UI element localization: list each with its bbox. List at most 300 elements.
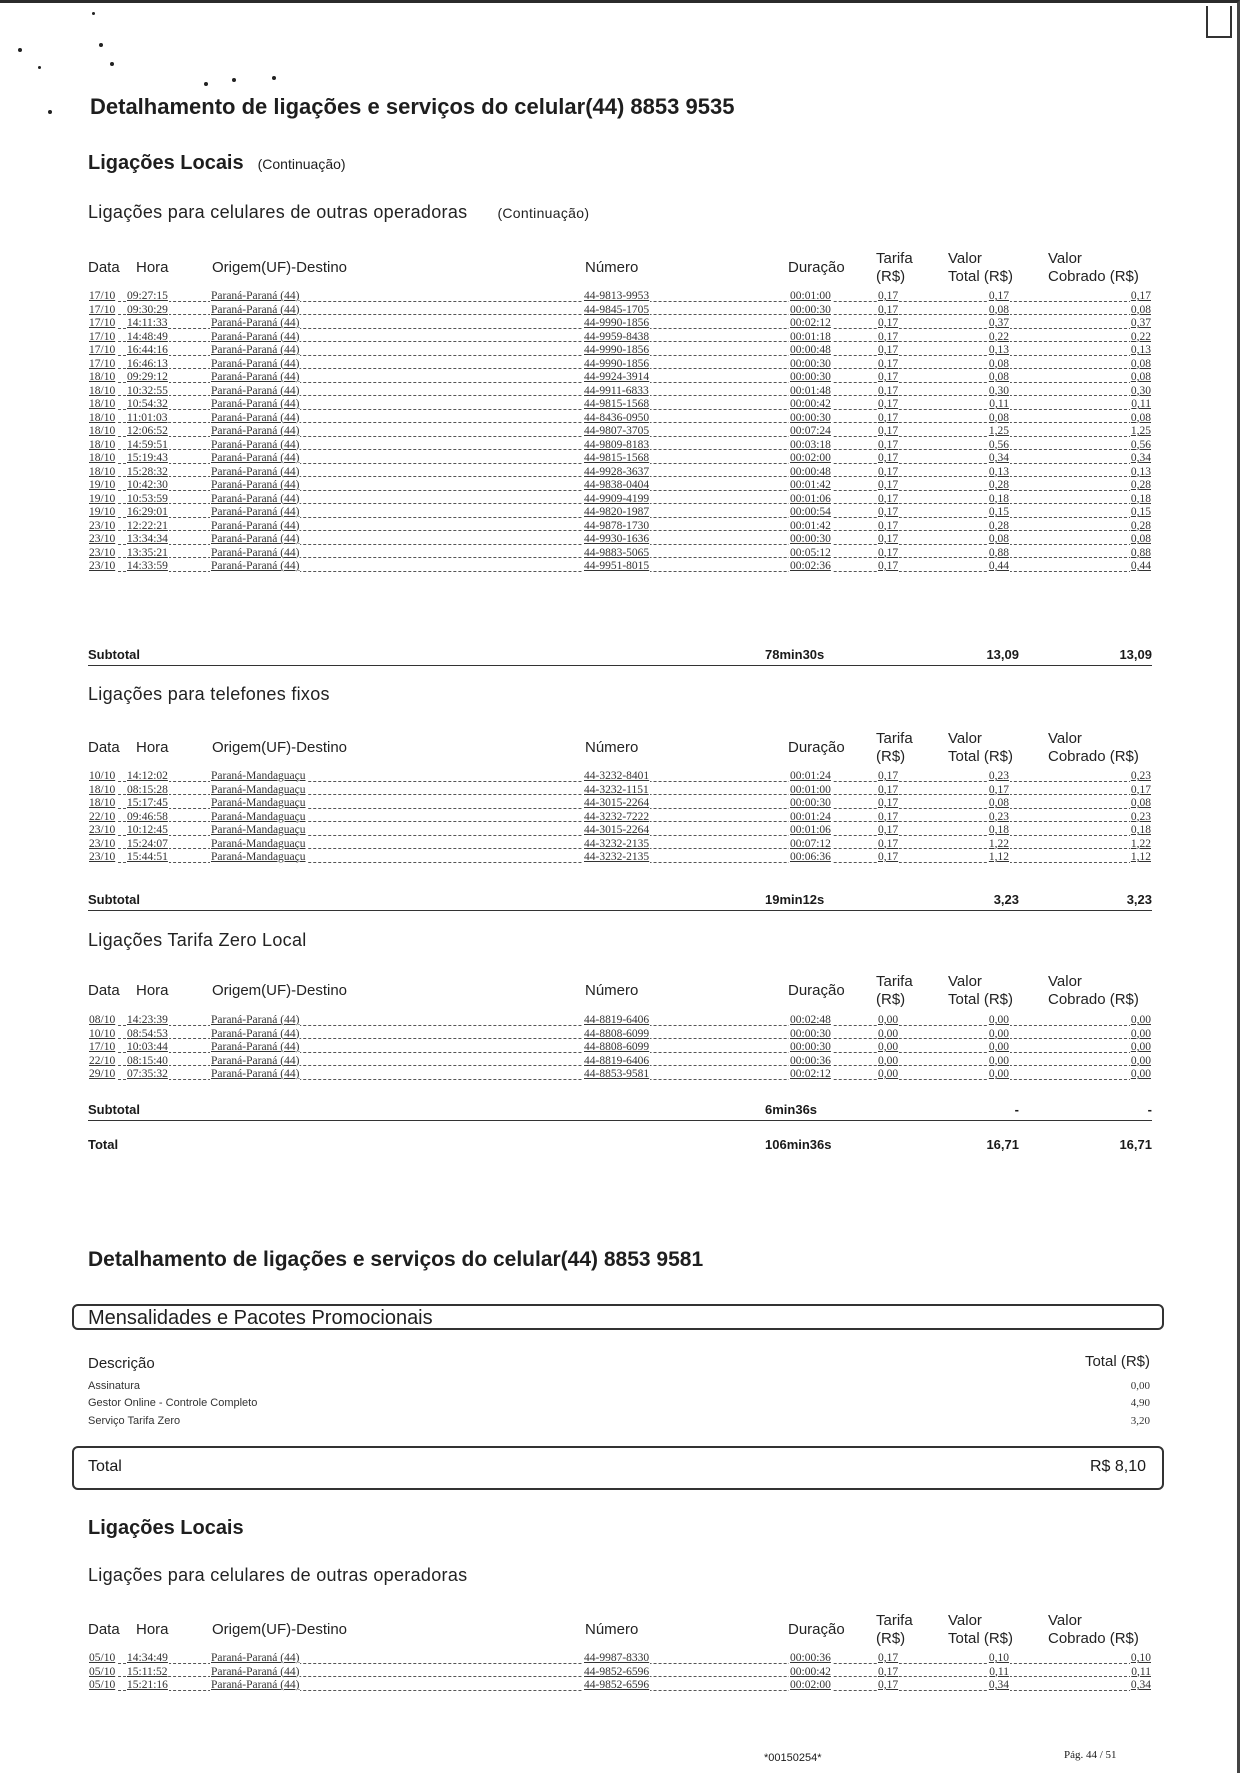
call-duration: 00:02:36 [790, 560, 831, 572]
call-charged: 0,13 [1130, 465, 1151, 478]
call-rate: 0,00 [878, 1027, 899, 1040]
call-date: 19/10 [89, 506, 116, 518]
call-charged: 1,25 [1130, 425, 1151, 437]
table-row [88, 452, 1152, 466]
total-header: Total (R$) [1084, 1353, 1150, 1370]
scan-speck [99, 43, 103, 47]
call-total: 1,22 [988, 837, 1009, 850]
call-rate: 0,17 [878, 452, 899, 464]
call-time: 09:27:15 [127, 290, 168, 302]
table-row [88, 1068, 1152, 1082]
call-destination: Paraná-Paraná (44) [211, 1041, 300, 1053]
call-rate: 0,17 [878, 330, 899, 343]
call-destination: Paraná-Paraná (44) [211, 506, 300, 518]
call-duration: 00:02:12 [790, 317, 831, 329]
call-charged: 0,08 [1130, 303, 1151, 316]
call-charged: 0,28 [1130, 479, 1151, 491]
col-numero: Número [585, 982, 639, 999]
fee-item-value: 3,20 [1130, 1415, 1150, 1427]
call-total: 0,00 [988, 1054, 1009, 1067]
call-charged: 0,30 [1130, 384, 1151, 397]
call-rate: 0,17 [878, 438, 899, 451]
call-duration: 00:02:12 [790, 1068, 831, 1080]
table-title-text: Ligações para celulares de outras operadoras [88, 202, 468, 222]
call-rate: 0,17 [878, 465, 899, 478]
call-rate: 0,00 [878, 1014, 899, 1026]
fee-item-value: 0,00 [1130, 1380, 1150, 1392]
call-duration: 00:00:54 [790, 506, 831, 518]
call-date: 17/10 [89, 330, 116, 343]
section-title-locais [88, 152, 346, 175]
table-row [88, 1652, 1152, 1666]
call-duration: 00:00:48 [790, 465, 831, 478]
call-charged: 0,88 [1130, 546, 1151, 559]
call-destination: Paraná-Paraná (44) [211, 398, 300, 410]
call-date: 17/10 [89, 357, 116, 370]
call-number: 44-3232-8401 [584, 770, 650, 782]
table-row [88, 371, 1152, 385]
table-row [88, 425, 1152, 439]
call-charged: 0,22 [1130, 330, 1151, 343]
table-row [88, 466, 1152, 480]
call-charged: 0,34 [1130, 1679, 1151, 1691]
call-date: 23/10 [89, 546, 116, 559]
call-date: 05/10 [89, 1652, 116, 1664]
call-date: 18/10 [89, 371, 116, 383]
call-destination: Paraná-Paraná (44) [211, 546, 300, 559]
call-duration: 00:00:30 [790, 797, 831, 809]
call-charged: 0,56 [1130, 438, 1151, 451]
call-date: 23/10 [89, 851, 116, 863]
call-time: 14:11:33 [127, 317, 168, 329]
grand-total-duration: 106min36s [765, 1137, 832, 1152]
col-data: Data [88, 739, 120, 756]
call-number: 44-9813-9953 [584, 290, 650, 302]
call-destination: Paraná-Mandaguaçu [211, 824, 306, 836]
table-row [88, 385, 1152, 399]
call-total: 0,18 [988, 492, 1009, 505]
call-number: 44-8808-6099 [584, 1027, 650, 1040]
call-rate: 0,17 [878, 384, 899, 397]
call-total: 0,56 [988, 438, 1009, 451]
call-total: 0,00 [988, 1027, 1009, 1040]
call-rate: 0,17 [878, 824, 899, 836]
call-number: 44-9883-5065 [584, 546, 650, 559]
call-number: 44-3015-2264 [584, 824, 650, 836]
call-charged: 0,23 [1130, 810, 1151, 823]
subtotal-label: Subtotal [88, 647, 140, 662]
call-charged: 0,44 [1130, 560, 1151, 572]
call-destination: Paraná-Paraná (44) [211, 1054, 300, 1067]
col-origem: Origem(UF)-Destino [212, 1621, 348, 1638]
call-charged: 0,08 [1130, 371, 1151, 383]
call-date: 23/10 [89, 519, 116, 532]
table-row [88, 838, 1152, 852]
table-title-fixos: Ligações para telefones fixos [88, 684, 330, 704]
call-rate: 0,17 [878, 492, 899, 505]
call-date: 18/10 [89, 425, 116, 437]
subtotal-value: 3,23 [993, 892, 1019, 907]
table-row [88, 317, 1152, 331]
subtotal-label: Subtotal [88, 1102, 140, 1117]
call-destination: Paraná-Paraná (44) [211, 290, 300, 302]
continuation-label: (Continuação) [497, 205, 590, 221]
call-destination: Paraná-Paraná (44) [211, 1679, 300, 1691]
call-total: 0,00 [988, 1041, 1009, 1053]
call-duration: 00:00:48 [790, 344, 831, 356]
call-time: 10:03:44 [127, 1041, 168, 1053]
call-charged: 0,13 [1130, 344, 1151, 356]
call-charged: 0,11 [1131, 1665, 1151, 1678]
section-title-text: Ligações Locais [88, 152, 244, 174]
call-date: 18/10 [89, 438, 116, 451]
call-rate: 0,17 [878, 344, 899, 356]
call-destination: Paraná-Paraná (44) [211, 330, 300, 343]
call-total: 0,08 [988, 411, 1009, 424]
table-row [88, 770, 1152, 784]
call-rate: 0,17 [878, 851, 899, 863]
call-destination: Paraná-Paraná (44) [211, 357, 300, 370]
calls-table-fixos [88, 770, 1152, 865]
call-rate: 0,17 [878, 533, 899, 545]
call-number: 44-9924-3914 [584, 371, 650, 383]
call-number: 44-8819-6406 [584, 1014, 650, 1026]
call-date: 29/10 [89, 1068, 116, 1080]
col-data: Data [88, 1621, 120, 1638]
table-row [88, 331, 1152, 345]
col-valor-total-unit: Total (R$) [948, 991, 1014, 1008]
col-hora: Hora [136, 982, 169, 999]
call-destination: Paraná-Mandaguaçu [211, 783, 306, 796]
call-date: 18/10 [89, 384, 116, 397]
col-tarifa: Tarifa [876, 973, 913, 990]
call-number: 44-3232-7222 [584, 810, 650, 823]
call-duration: 00:02:00 [790, 452, 831, 464]
call-date: 23/10 [89, 837, 116, 850]
call-date: 08/10 [89, 1014, 116, 1026]
call-rate: 0,00 [878, 1054, 899, 1067]
call-total: 0,08 [988, 357, 1009, 370]
col-valor-cobrado: Valor [1048, 250, 1082, 267]
subtotal-label: Subtotal [88, 892, 140, 907]
call-total: 0,00 [988, 1068, 1009, 1080]
call-total: 1,25 [988, 425, 1009, 437]
subtotal-duration: 6min36s [765, 1102, 818, 1117]
call-rate: 0,17 [878, 1679, 899, 1691]
subtotal-charged: 13,09 [1119, 647, 1152, 662]
col-tarifa-unit: (R$) [876, 1630, 906, 1647]
column-headers [88, 1612, 1152, 1652]
scan-speck [48, 110, 52, 114]
call-total: 0,30 [988, 384, 1009, 397]
call-duration: 00:01:42 [790, 519, 831, 532]
table-row [88, 1014, 1152, 1028]
call-number: 44-9990-1856 [584, 357, 650, 370]
call-duration: 00:01:24 [790, 810, 831, 823]
call-duration: 00:00:30 [790, 533, 831, 545]
call-destination: Paraná-Mandaguaçu [211, 797, 306, 809]
call-duration: 00:05:12 [790, 546, 831, 559]
table-row [88, 797, 1152, 811]
call-date: 18/10 [89, 411, 116, 424]
call-total: 0,37 [988, 317, 1009, 329]
call-total: 0,17 [988, 783, 1009, 796]
call-time: 13:34:34 [127, 533, 168, 545]
call-date: 19/10 [89, 492, 116, 505]
call-number: 44-3015-2264 [584, 797, 650, 809]
call-time: 10:53:59 [127, 492, 168, 505]
col-valor-cobrado: Valor [1048, 1612, 1082, 1629]
subtotal-row [88, 1100, 1152, 1121]
table-row [88, 824, 1152, 838]
call-number: 44-9815-1568 [584, 398, 650, 410]
corner-mark [1206, 6, 1232, 38]
page-title: Detalhamento de ligações e serviços do celular(44) 8853 9535 [90, 94, 735, 119]
call-date: 18/10 [89, 452, 116, 464]
call-destination: Paraná-Paraná (44) [211, 1014, 300, 1026]
col-valor-cobrado-unit: Cobrado (R$) [1048, 1630, 1139, 1647]
call-total: 0,08 [988, 797, 1009, 809]
call-rate: 0,00 [878, 1041, 899, 1053]
call-number: 44-9852-6596 [584, 1679, 650, 1691]
call-time: 08:15:28 [127, 783, 168, 796]
call-total: 0,11 [989, 1665, 1009, 1678]
call-time: 15:44:51 [127, 851, 168, 863]
call-date: 17/10 [89, 344, 116, 356]
mensalidades-heading: Mensalidades e Pacotes Promocionais [88, 1307, 433, 1329]
call-rate: 0,17 [878, 770, 899, 782]
grand-total-value: 16,71 [986, 1137, 1019, 1152]
call-charged: 0,08 [1130, 411, 1151, 424]
call-rate: 0,17 [878, 810, 899, 823]
call-destination: Paraná-Paraná (44) [211, 465, 300, 478]
call-number: 44-8808-6099 [584, 1041, 650, 1053]
scan-speck [272, 76, 276, 80]
col-hora: Hora [136, 739, 169, 756]
call-destination: Paraná-Paraná (44) [211, 425, 300, 437]
call-number: 44-9959-8438 [584, 330, 650, 343]
scan-speck [18, 48, 22, 52]
call-time: 14:33:59 [127, 560, 168, 572]
call-rate: 0,17 [878, 783, 899, 796]
call-time: 16:46:13 [127, 357, 168, 370]
call-number: 44-9930-1636 [584, 533, 650, 545]
call-number: 44-9911-6833 [584, 384, 649, 397]
subtotal-duration: 19min12s [765, 892, 825, 907]
call-total: 0,08 [988, 303, 1009, 316]
call-number: 44-9990-1856 [584, 344, 650, 356]
col-data: Data [88, 982, 120, 999]
call-rate: 0,17 [878, 357, 899, 370]
call-time: 08:15:40 [127, 1054, 168, 1067]
call-charged: 0,23 [1130, 770, 1151, 782]
call-number: 44-8819-6406 [584, 1054, 650, 1067]
call-time: 15:11:52 [127, 1665, 168, 1678]
call-time: 14:59:51 [127, 438, 168, 451]
call-number: 44-3232-1151 [584, 783, 649, 796]
table-row [88, 533, 1152, 547]
call-total: 0,28 [988, 479, 1009, 491]
call-number: 44-9815-1568 [584, 452, 650, 464]
call-total: 0,11 [989, 398, 1009, 410]
call-duration: 00:00:30 [790, 371, 831, 383]
call-rate: 0,17 [878, 560, 899, 572]
call-duration: 00:01:00 [790, 783, 831, 796]
call-time: 14:48:49 [127, 330, 168, 343]
table-row [88, 304, 1152, 318]
call-duration: 00:01:06 [790, 824, 831, 836]
col-valor-cobrado-unit: Cobrado (R$) [1048, 748, 1139, 765]
col-tarifa-unit: (R$) [876, 991, 906, 1008]
column-headers [88, 730, 1152, 770]
col-valor-cobrado-unit: Cobrado (R$) [1048, 268, 1139, 285]
col-duracao: Duração [788, 739, 845, 756]
call-time: 15:19:43 [127, 452, 168, 464]
col-valor-total-unit: Total (R$) [948, 1630, 1014, 1647]
section-title-locais-2: Ligações Locais [88, 1517, 244, 1539]
call-destination: Paraná-Mandaguaçu [211, 837, 306, 850]
table-title-celulares [88, 202, 589, 223]
call-rate: 0,17 [878, 317, 899, 329]
call-charged: 0,00 [1130, 1027, 1151, 1040]
col-numero: Número [585, 259, 639, 276]
col-data: Data [88, 259, 120, 276]
call-duration: 00:07:24 [790, 425, 831, 437]
subtotal-charged: - [1147, 1102, 1152, 1117]
call-rate: 0,17 [878, 411, 899, 424]
call-number: 44-9928-3637 [584, 465, 650, 478]
call-time: 12:06:52 [127, 425, 168, 437]
call-charged: 0,08 [1130, 357, 1151, 370]
call-number: 44-8436-0950 [584, 411, 650, 424]
call-destination: Paraná-Paraná (44) [211, 438, 300, 451]
call-destination: Paraná-Paraná (44) [211, 1665, 300, 1678]
call-destination: Paraná-Mandaguaçu [211, 770, 306, 782]
call-charged: 0,00 [1130, 1068, 1151, 1080]
call-time: 10:12:45 [127, 824, 168, 836]
call-time: 10:42:30 [127, 479, 168, 491]
call-duration: 00:00:42 [790, 398, 831, 410]
call-rate: 0,17 [878, 546, 899, 559]
call-charged: 0,17 [1130, 290, 1151, 302]
call-charged: 0,08 [1130, 797, 1151, 809]
scan-speck [232, 78, 236, 82]
call-destination: Paraná-Paraná (44) [211, 560, 300, 572]
calls-table-celulares-2 [88, 1652, 1152, 1693]
scan-speck [110, 62, 114, 66]
call-time: 08:54:53 [127, 1027, 168, 1040]
subtotal-value: 13,09 [986, 647, 1019, 662]
fee-item-value: 4,90 [1130, 1397, 1150, 1409]
call-total: 0,13 [988, 465, 1009, 478]
col-valor-total: Valor [948, 1612, 982, 1629]
call-number: 44-9987-8330 [584, 1652, 650, 1664]
table-row [88, 344, 1152, 358]
call-date: 18/10 [89, 783, 116, 796]
col-valor-cobrado: Valor [1048, 973, 1082, 990]
col-hora: Hora [136, 1621, 169, 1638]
call-date: 05/10 [89, 1679, 116, 1691]
call-number: 44-9820-1987 [584, 506, 650, 518]
call-time: 09:29:12 [127, 371, 168, 383]
total-box-value: R$ 8,10 [1089, 1458, 1146, 1475]
call-rate: 0,17 [878, 837, 899, 850]
call-rate: 0,17 [878, 519, 899, 532]
total-box-label: Total [88, 1458, 122, 1475]
call-charged: 0,37 [1130, 317, 1151, 329]
call-total: 0,23 [988, 770, 1009, 782]
table-row [88, 1679, 1152, 1693]
table-row [88, 851, 1152, 865]
table-row [88, 398, 1152, 412]
call-charged: 0,34 [1130, 452, 1151, 464]
table-row [88, 412, 1152, 426]
call-destination: Paraná-Paraná (44) [211, 303, 300, 316]
fee-item-label: Assinatura [88, 1380, 140, 1392]
call-duration: 00:03:18 [790, 438, 831, 451]
grand-total-row [88, 1135, 1152, 1155]
page-number: Pág. 44 / 51 [1064, 1749, 1117, 1761]
call-rate: 0,17 [878, 1665, 899, 1678]
call-charged: 1,22 [1130, 837, 1151, 850]
table-title-celulares-2: Ligações para celulares de outras operadoras [88, 1565, 468, 1585]
table-row [88, 1041, 1152, 1055]
call-total: 0,08 [988, 533, 1009, 545]
call-duration: 00:01:24 [790, 770, 831, 782]
grand-total-charged: 16,71 [1119, 1137, 1152, 1152]
table-title-tarifa-zero: Ligações Tarifa Zero Local [88, 930, 307, 950]
call-duration: 00:02:48 [790, 1014, 831, 1026]
call-time: 13:35:21 [127, 546, 168, 559]
call-charged: 0,18 [1130, 824, 1151, 836]
call-total: 0,34 [988, 452, 1009, 464]
call-number: 44-9852-6596 [584, 1665, 650, 1678]
call-time: 14:23:39 [127, 1014, 168, 1026]
call-date: 10/10 [89, 1027, 116, 1040]
call-time: 15:28:32 [127, 465, 168, 478]
call-destination: Paraná-Paraná (44) [211, 344, 300, 356]
call-duration: 00:00:30 [790, 1027, 831, 1040]
call-duration: 00:00:30 [790, 357, 831, 370]
mensalidades-total-box [72, 1446, 1164, 1490]
call-date: 17/10 [89, 1041, 116, 1053]
call-charged: 0,17 [1130, 783, 1151, 796]
call-destination: Paraná-Paraná (44) [211, 1027, 300, 1040]
call-total: 1,12 [988, 851, 1009, 863]
call-date: 18/10 [89, 465, 116, 478]
call-date: 18/10 [89, 398, 116, 410]
call-total: 0,22 [988, 330, 1009, 343]
call-number: 44-9838-0404 [584, 479, 650, 491]
call-time: 07:35:32 [127, 1068, 168, 1080]
call-duration: 00:00:30 [790, 411, 831, 424]
subtotal-row [88, 645, 1152, 666]
call-total: 0,18 [988, 824, 1009, 836]
table-row [88, 1666, 1152, 1680]
call-number: 44-9878-1730 [584, 519, 650, 532]
call-duration: 00:02:00 [790, 1679, 831, 1691]
call-time: 11:01:03 [127, 411, 168, 424]
call-total: 0,44 [988, 560, 1009, 572]
call-duration: 00:01:48 [790, 384, 831, 397]
table-row [88, 811, 1152, 825]
col-duracao: Duração [788, 982, 845, 999]
scan-speck [204, 82, 208, 86]
call-destination: Paraná-Paraná (44) [211, 1068, 300, 1080]
column-headers [88, 973, 1152, 1013]
call-number: 44-9909-4199 [584, 492, 650, 505]
table-row [88, 520, 1152, 534]
